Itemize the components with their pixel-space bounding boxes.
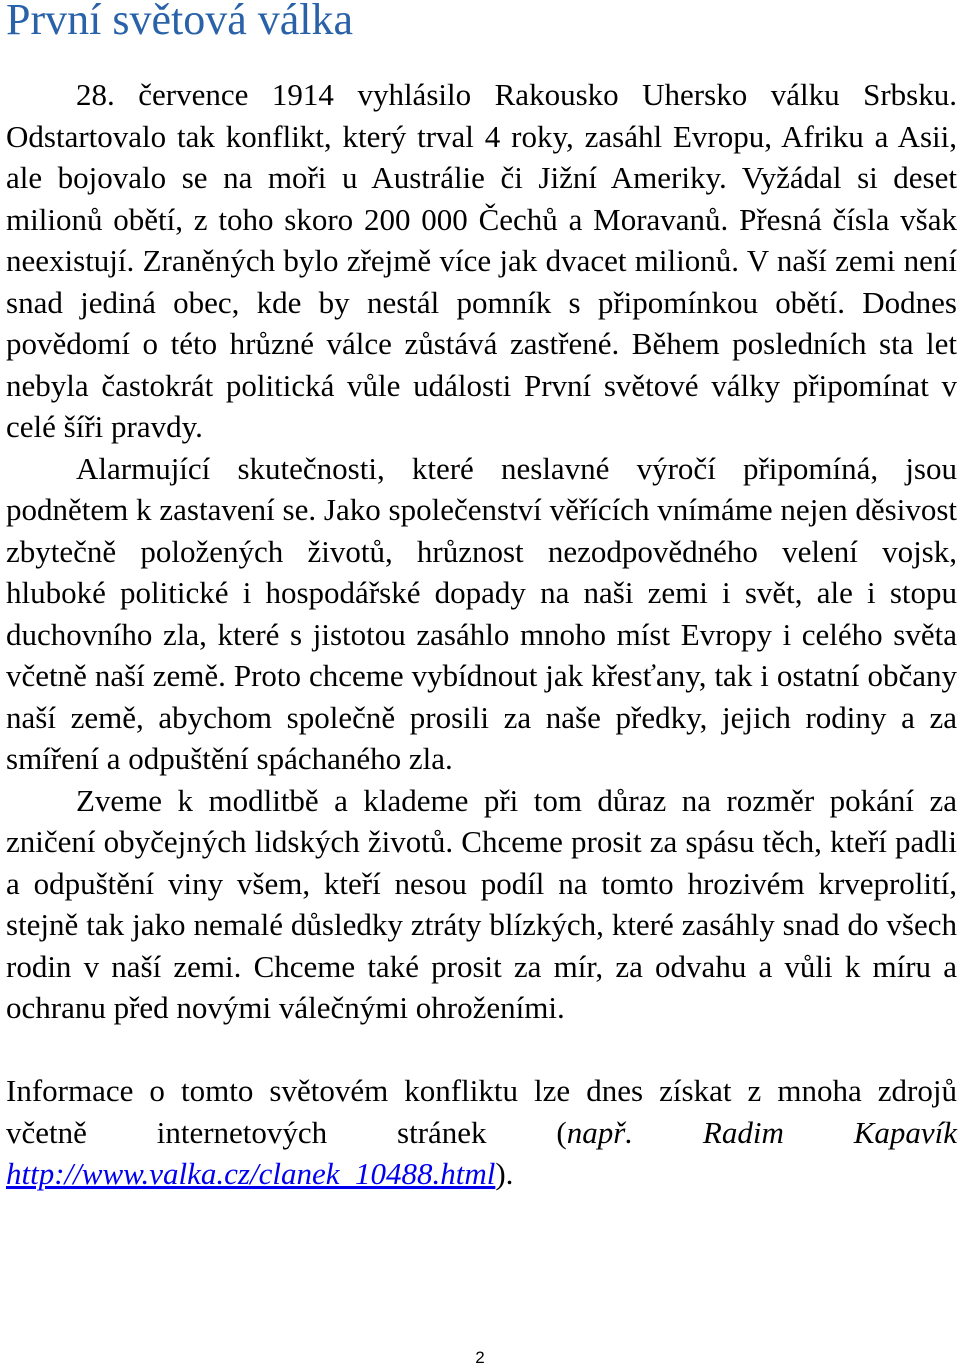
info-text: Informace o tomto světovém konfliktu lze dnes získat z mnoha zdrojů včetně internetových stránek ( <box>6 1073 957 1150</box>
page-number: 2 <box>475 1348 485 1367</box>
paragraph-spacer <box>6 1029 957 1071</box>
info-closing: ). <box>495 1156 514 1191</box>
document-body <box>6 74 957 1195</box>
source-link[interactable] <box>6 1156 495 1191</box>
paragraph-3: Zveme k modlitbě a klademe při tom důraz na rozměr pokání za zničení obyčejných lidských životů. Chceme prosit za spásu těch, kteří padli a odpuštění viny všem, kteří nesou podíl na tomto hrozivém krveprolití, stejně tak jako nemalé důsledky ztráty blízkých, které zasáhly snad do všech rodin v naší zemi. Chceme také prosit za mír, za odvahu a vůli k míru a ochranu před novými válečnými ohroženími. <box>6 782 957 1025</box>
paragraph-2: Alarmující skutečnosti, které neslavné výročí připomíná, jsou podnětem k zastavení se. Jako společenství věřících vnímáme nejen děsivost zbytečně položených životů, hrůznost nezodpovědného velení vojsk, hluboké politické i hospodářské dopady na naši zemi i svět, ale i stopu duchovního zla, které s jistotou zasáhlo mnoho míst Evropy i celého světa včetně naší země. Proto chceme vybídnout jak křesťany, tak i ostatní občany naší země, abychom společně prosili za naše předky, jejich rodiny a za smíření a odpuštění spáchaného zla. <box>6 450 957 776</box>
info-example-abbr: např. <box>566 1114 634 1150</box>
paragraph-1: 28. července 1914 vyhlásilo Rakousko Uhersko válku Srbsku. Odstartovalo tak konflikt, který trval 4 roky, zasáhl Evropu, Afriku a Asii, ale bojovalo se na moři u Austrálie či Jižní Ameriky. Vyžádal si deset milionů obětí, z toho skoro 200 000 Čechů a Moravanů. Přesná čísla však neexistují. Zraněných bylo zřejmě více jak dvacet milionů. V naší zemi není snad jediná obec, kde by nestál pomník s připomínkou obětí. Dodnes povědomí o této hrůzné válce zůstává zastřené. Během posledních sta let nebyla častokrát politická vůle události První světové války připomínat v celé šíři pravdy. <box>6 77 957 444</box>
source-link-text: http://www.valka.cz/clanek_10488.html <box>6 1156 496 1191</box>
page-title: První světová válka <box>6 0 354 44</box>
paragraph-info <box>6 1070 957 1195</box>
info-author: Radim Kapavík <box>633 1114 958 1150</box>
